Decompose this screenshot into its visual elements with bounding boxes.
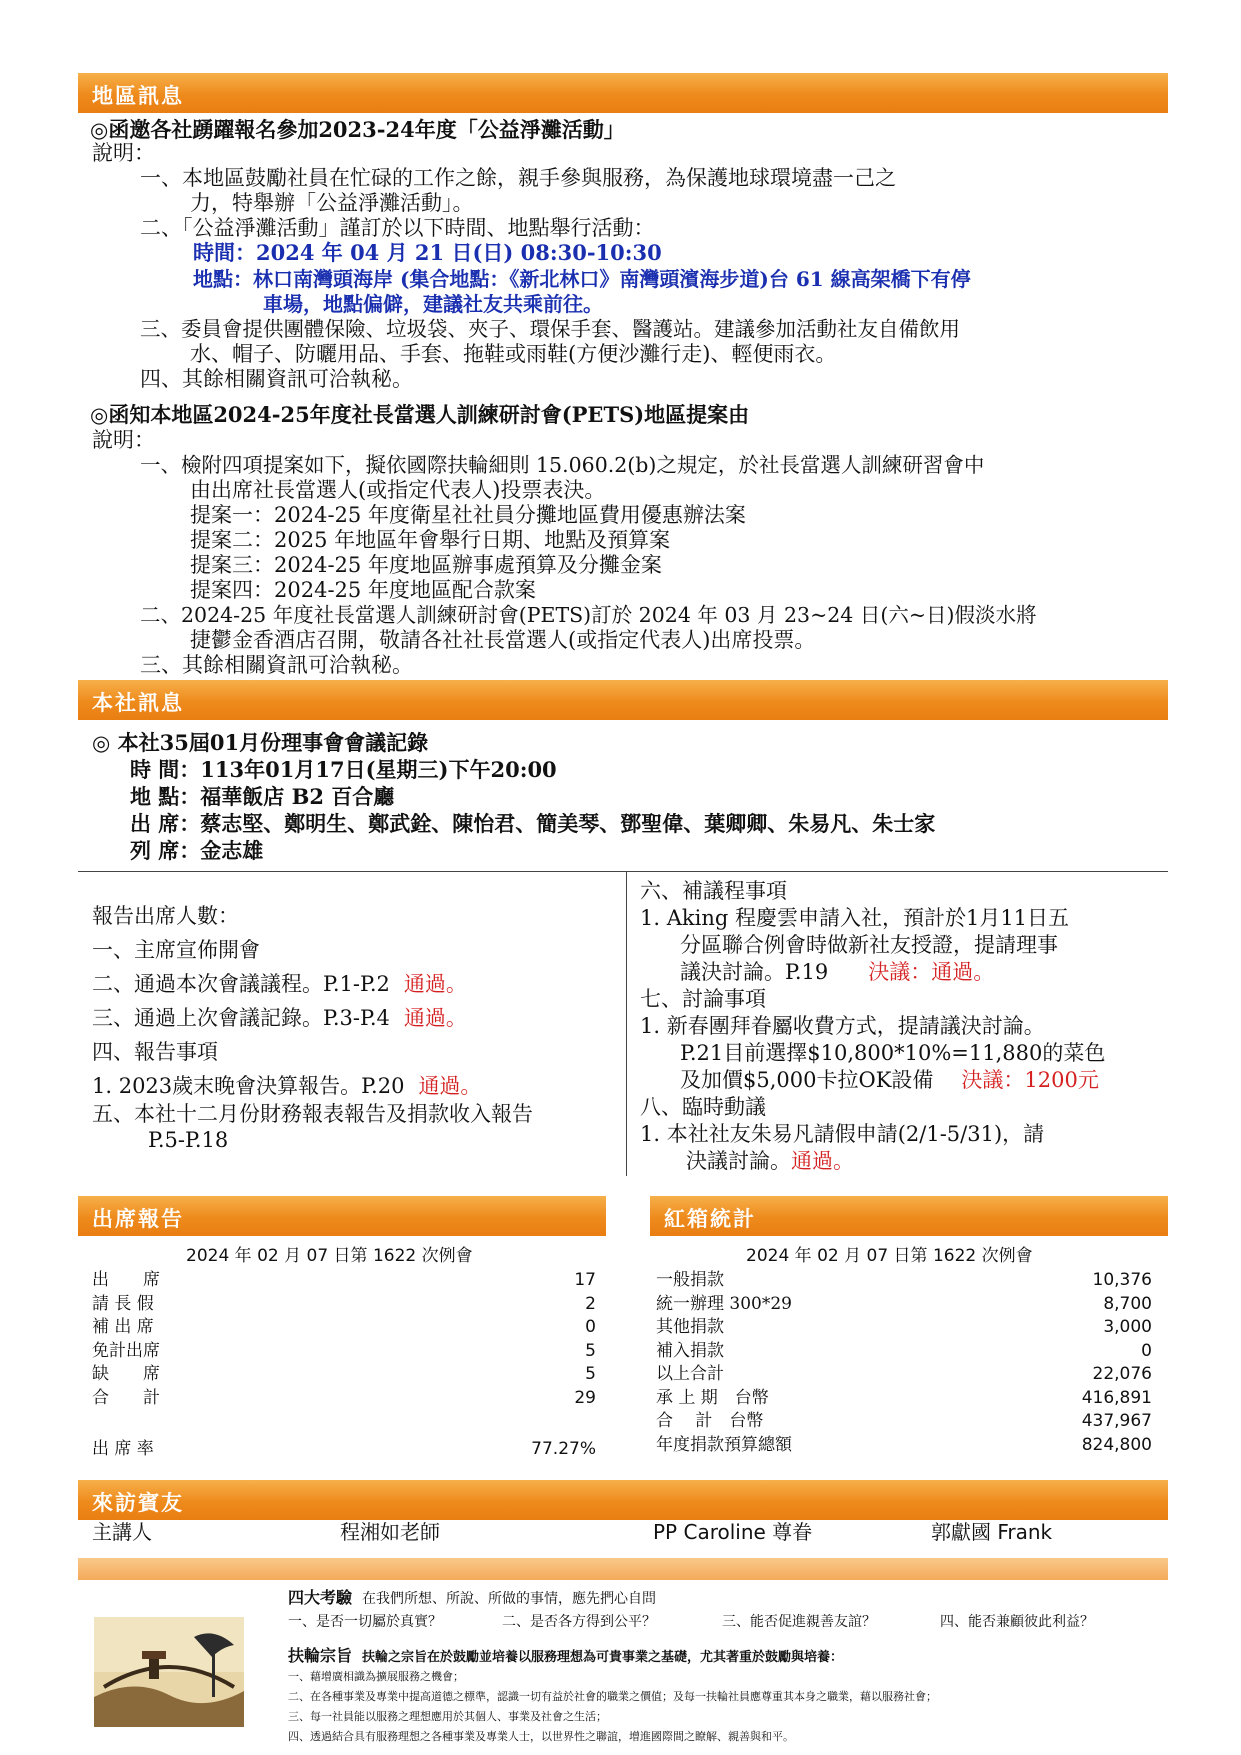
minutes-right-line — [686, 1149, 854, 1173]
passed-mark: 通過。 — [418, 1074, 482, 1098]
passed-mark: 通過。 — [403, 972, 467, 996]
minutes-left-line: 五、本社十二月份財務報表報告及捐款收入報告 — [92, 1102, 533, 1126]
meeting-attendees: 出 席：蔡志堅、鄭明生、鄭武銓、陳怡君、簡美琴、鄧聖偉、葉卿卿、朱易凡、朱士家 — [130, 811, 936, 836]
bridge-painting-icon — [94, 1617, 244, 1727]
attendance-header-bar — [78, 1196, 606, 1236]
row-label: 以上合計 — [656, 1364, 724, 1384]
divider — [78, 871, 1168, 872]
visitor-item: 郭獻國 Frank — [931, 1520, 1053, 1544]
text-line: 三、其餘相關資訊可洽執秘。 — [140, 653, 413, 677]
attendance-header: 出席報告 — [92, 1207, 184, 1231]
text-line: 一、檢附四項提案如下，擬依國際扶輪細則 15.060.2(b)之規定，於社長當選人訓練研習會中 — [140, 453, 985, 477]
minutes-right-line: 1. Aking 程慶雲申請入社，預計於1月11日五 — [640, 906, 1070, 930]
visitor-item: 主講人 — [92, 1520, 152, 1544]
row-value: 8,700 — [1103, 1293, 1152, 1314]
row-value: 437,967 — [1081, 1411, 1152, 1431]
four-way-test-item: 一、是否一切屬於真實？ — [288, 1614, 442, 1630]
meeting-observers: 列 席：金志雄 — [130, 838, 264, 863]
row-value: 29 — [574, 1387, 596, 1408]
row-value: 22,076 — [1092, 1364, 1152, 1384]
attendance-rate-label: 出 席 率 — [92, 1439, 154, 1459]
passed-mark: 通過。 — [403, 1006, 467, 1030]
beach-cleanup-title: ◎函邀各社踴躍報名參加2023-24年度「公益淨灘活動」 — [90, 117, 625, 142]
minutes-right-line: 分區聯合例會時做新社友授證，提請理事 — [680, 933, 1058, 957]
minutes-title: ◎ 本社35屆01月份理事會會議記錄 — [92, 730, 429, 755]
rotary-objective-item: 四、透過結合具有服務理想之各種事業及專業人士，以世界性之聯誼，增進國際間之瞭解、親善與和平。 — [288, 1730, 794, 1743]
row-label: 其他捐款 — [656, 1317, 724, 1337]
event-place: 地點：林口南灣頭海岸 (集合地點：《新北林口》南灣頭濱海步道)台 61 線高架橋下有停 — [193, 267, 971, 291]
agenda-text: 及加價$5,000卡拉OK設備 — [680, 1068, 934, 1092]
minutes-right-line: 六、補議程事項 — [640, 879, 787, 903]
visitor-item: 程湘如老師 — [340, 1520, 440, 1544]
minutes-right-line: 1. 新春團拜眷屬收費方式，提請議決討論。 — [640, 1014, 1045, 1038]
minutes-left-line — [92, 972, 467, 996]
visitor-item: PP Caroline 尊眷 — [653, 1520, 813, 1544]
attendance-meeting: 2024 年 02 月 07 日第 1622 次例會 — [186, 1246, 473, 1266]
redbox-header-bar — [650, 1196, 1168, 1236]
proposal-item: 提案一：2024-25 年度衛星社社員分攤地區費用優惠辦法案 — [190, 503, 746, 527]
rotary-objective-subtitle: 扶輪之宗旨在於鼓勵並培養以服務理想為可貴事業之基礎，尤其著重於鼓勵與培養： — [362, 1650, 844, 1665]
passed-mark: 通過。 — [791, 1149, 854, 1173]
row-label: 合 計 台幣 — [656, 1411, 764, 1431]
row-value: 3,000 — [1103, 1317, 1152, 1337]
attendance-rate-value: 77.27% — [531, 1439, 596, 1459]
agenda-text: 議決討論。P.19 — [680, 960, 829, 984]
event-place-cont: 車場，地點偏僻，建議社友共乘前往。 — [263, 292, 603, 316]
four-way-test-item: 二、是否各方得到公平？ — [502, 1614, 656, 1630]
event-time: 時間：2024 年 04 月 21 日(日) 08:30-10:30 — [193, 240, 662, 265]
minutes-left-line — [92, 1074, 481, 1098]
minutes-left-line — [92, 1006, 467, 1030]
rotary-objective-item: 一、藉增廣相識為擴展服務之機會； — [288, 1670, 464, 1683]
text-line: 一、本地區鼓勵社員在忙碌的工作之餘，親手參與服務，為保護地球環境盡一己之 — [140, 166, 896, 190]
row-value: 17 — [574, 1270, 596, 1290]
four-way-test-title: 四大考驗 — [288, 1588, 353, 1607]
minutes-right-line: 七、討論事項 — [640, 987, 766, 1011]
row-label: 補 出 席 — [92, 1317, 154, 1337]
note-label: 說明： — [92, 428, 155, 452]
minutes-left-line: P.5-P.18 — [148, 1128, 229, 1152]
agenda-text: 1. 2023歲末晚會決算報告。P.20 — [92, 1074, 405, 1098]
district-header: 地區訊息 — [92, 84, 184, 108]
row-label: 一般捐款 — [656, 1270, 724, 1290]
pets-title: ◎函知本地區2024-25年度社長當選人訓練研討會(PETS)地區提案由 — [90, 402, 750, 427]
agenda-text: 決議討論。 — [686, 1149, 791, 1173]
visitors-header-bar — [78, 1480, 1168, 1520]
four-way-test-subtitle: 在我們所想、所說、所做的事情，應先捫心自問 — [362, 1591, 657, 1607]
row-label: 統一辦理 300*29 — [656, 1293, 792, 1314]
row-label: 請 長 假 — [92, 1293, 154, 1314]
row-value: 2 — [585, 1293, 596, 1314]
row-value: 416,891 — [1081, 1387, 1152, 1408]
minutes-right-line — [680, 1068, 1099, 1092]
text-line: 二、2024-25 年度社長當選人訓練研討會(PETS)訂於 2024 年 03 月 23~24 日(六~日)假淡水將 — [140, 603, 1037, 627]
minutes-left-line: 報告出席人數： — [92, 904, 239, 928]
row-label: 出 席 — [92, 1270, 160, 1290]
row-label: 免計出席 — [92, 1340, 160, 1361]
minutes-left-line: 一、主席宣佈開會 — [92, 938, 260, 962]
four-way-test-item: 三、能否促進親善友誼？ — [722, 1614, 876, 1630]
row-label: 承 上 期 台幣 — [656, 1387, 769, 1408]
minutes-right-line: 1. 本社社友朱易凡請假申請(2/1-5/31)，請 — [640, 1122, 1045, 1146]
row-label: 補入捐款 — [656, 1340, 724, 1361]
text-line: 四、其餘相關資訊可洽執秘。 — [140, 367, 413, 391]
proposal-item: 提案四：2024-25 年度地區配合款案 — [190, 578, 536, 602]
meeting-time: 時 間：113年01月17日(星期三)下午20:00 — [130, 757, 557, 782]
row-value: 5 — [585, 1340, 596, 1361]
rotary-objective-title: 扶輪宗旨 — [288, 1646, 353, 1665]
agenda-text: 二、通過本次會議議程。P.1-P.2 — [92, 972, 390, 996]
rotary-objective-item: 二、在各種事業及專業中提高道德之標準，認識一切有益於社會的職業之價值；及每一扶輪社員應尊重其本身之職業，藉以服務社會； — [288, 1690, 937, 1703]
proposal-item: 提案三：2024-25 年度地區辦事處預算及分攤金案 — [190, 553, 662, 577]
resolution-mark: 決議：通過。 — [868, 960, 995, 984]
row-label: 缺 席 — [92, 1364, 160, 1384]
note-label: 說明： — [92, 141, 155, 165]
minutes-right-line — [680, 960, 994, 984]
redbox-meeting: 2024 年 02 月 07 日第 1622 次例會 — [746, 1246, 1033, 1266]
proposal-item: 提案二：2025 年地區年會舉行日期、地點及預算案 — [190, 528, 671, 552]
footer-strip — [78, 1558, 1168, 1580]
club-header: 本社訊息 — [92, 691, 184, 715]
text-line: 三、委員會提供團體保險、垃圾袋、夾子、環保手套、醫護站。建議參加活動社友自備飲用 — [140, 317, 960, 341]
text-line: 水、帽子、防曬用品、手套、拖鞋或雨鞋(方便沙灘行走)、輕便雨衣。 — [190, 342, 837, 366]
visitors-header: 來訪賓友 — [92, 1491, 184, 1515]
minutes-right-line: P.21目前選擇$10,800*10%=11,880的菜色 — [680, 1041, 1106, 1065]
column-divider — [626, 871, 627, 1176]
agenda-text: 三、通過上次會議記錄。P.3-P.4 — [92, 1006, 390, 1030]
text-line: 力，特舉辦「公益淨灘活動」。 — [190, 191, 474, 215]
row-value: 0 — [585, 1317, 596, 1337]
row-value: 824,800 — [1081, 1434, 1152, 1455]
row-value: 0 — [1141, 1340, 1152, 1361]
rotary-objective-item: 三、每一社員能以服務之理想應用於其個人、事業及社會之生活； — [288, 1710, 607, 1723]
minutes-left-line: 四、報告事項 — [92, 1040, 218, 1064]
row-label: 年度捐款預算總額 — [656, 1434, 792, 1455]
club-header-bar — [78, 680, 1168, 720]
minutes-right-line: 八、臨時動議 — [640, 1095, 766, 1119]
resolution-mark: 決議：1200元 — [961, 1068, 1099, 1092]
text-line: 由出席社長當選人(或指定代表人)投票表決。 — [190, 478, 606, 502]
text-line: 二、「公益淨灘活動」謹訂於以下時間、地點舉行活動： — [140, 216, 655, 240]
text-line: 捷鬱金香酒店召開，敬請各社社長當選人(或指定代表人)出席投票。 — [190, 628, 816, 652]
redbox-header: 紅箱統計 — [664, 1207, 756, 1231]
meeting-place: 地 點：福華飯店 B2 百合廳 — [130, 784, 395, 809]
row-value: 10,376 — [1092, 1270, 1152, 1290]
row-value: 5 — [585, 1364, 596, 1384]
district-header-bar — [78, 73, 1168, 113]
row-label: 合 計 — [92, 1387, 160, 1408]
four-way-test-item: 四、能否兼顧彼此利益？ — [940, 1614, 1094, 1630]
